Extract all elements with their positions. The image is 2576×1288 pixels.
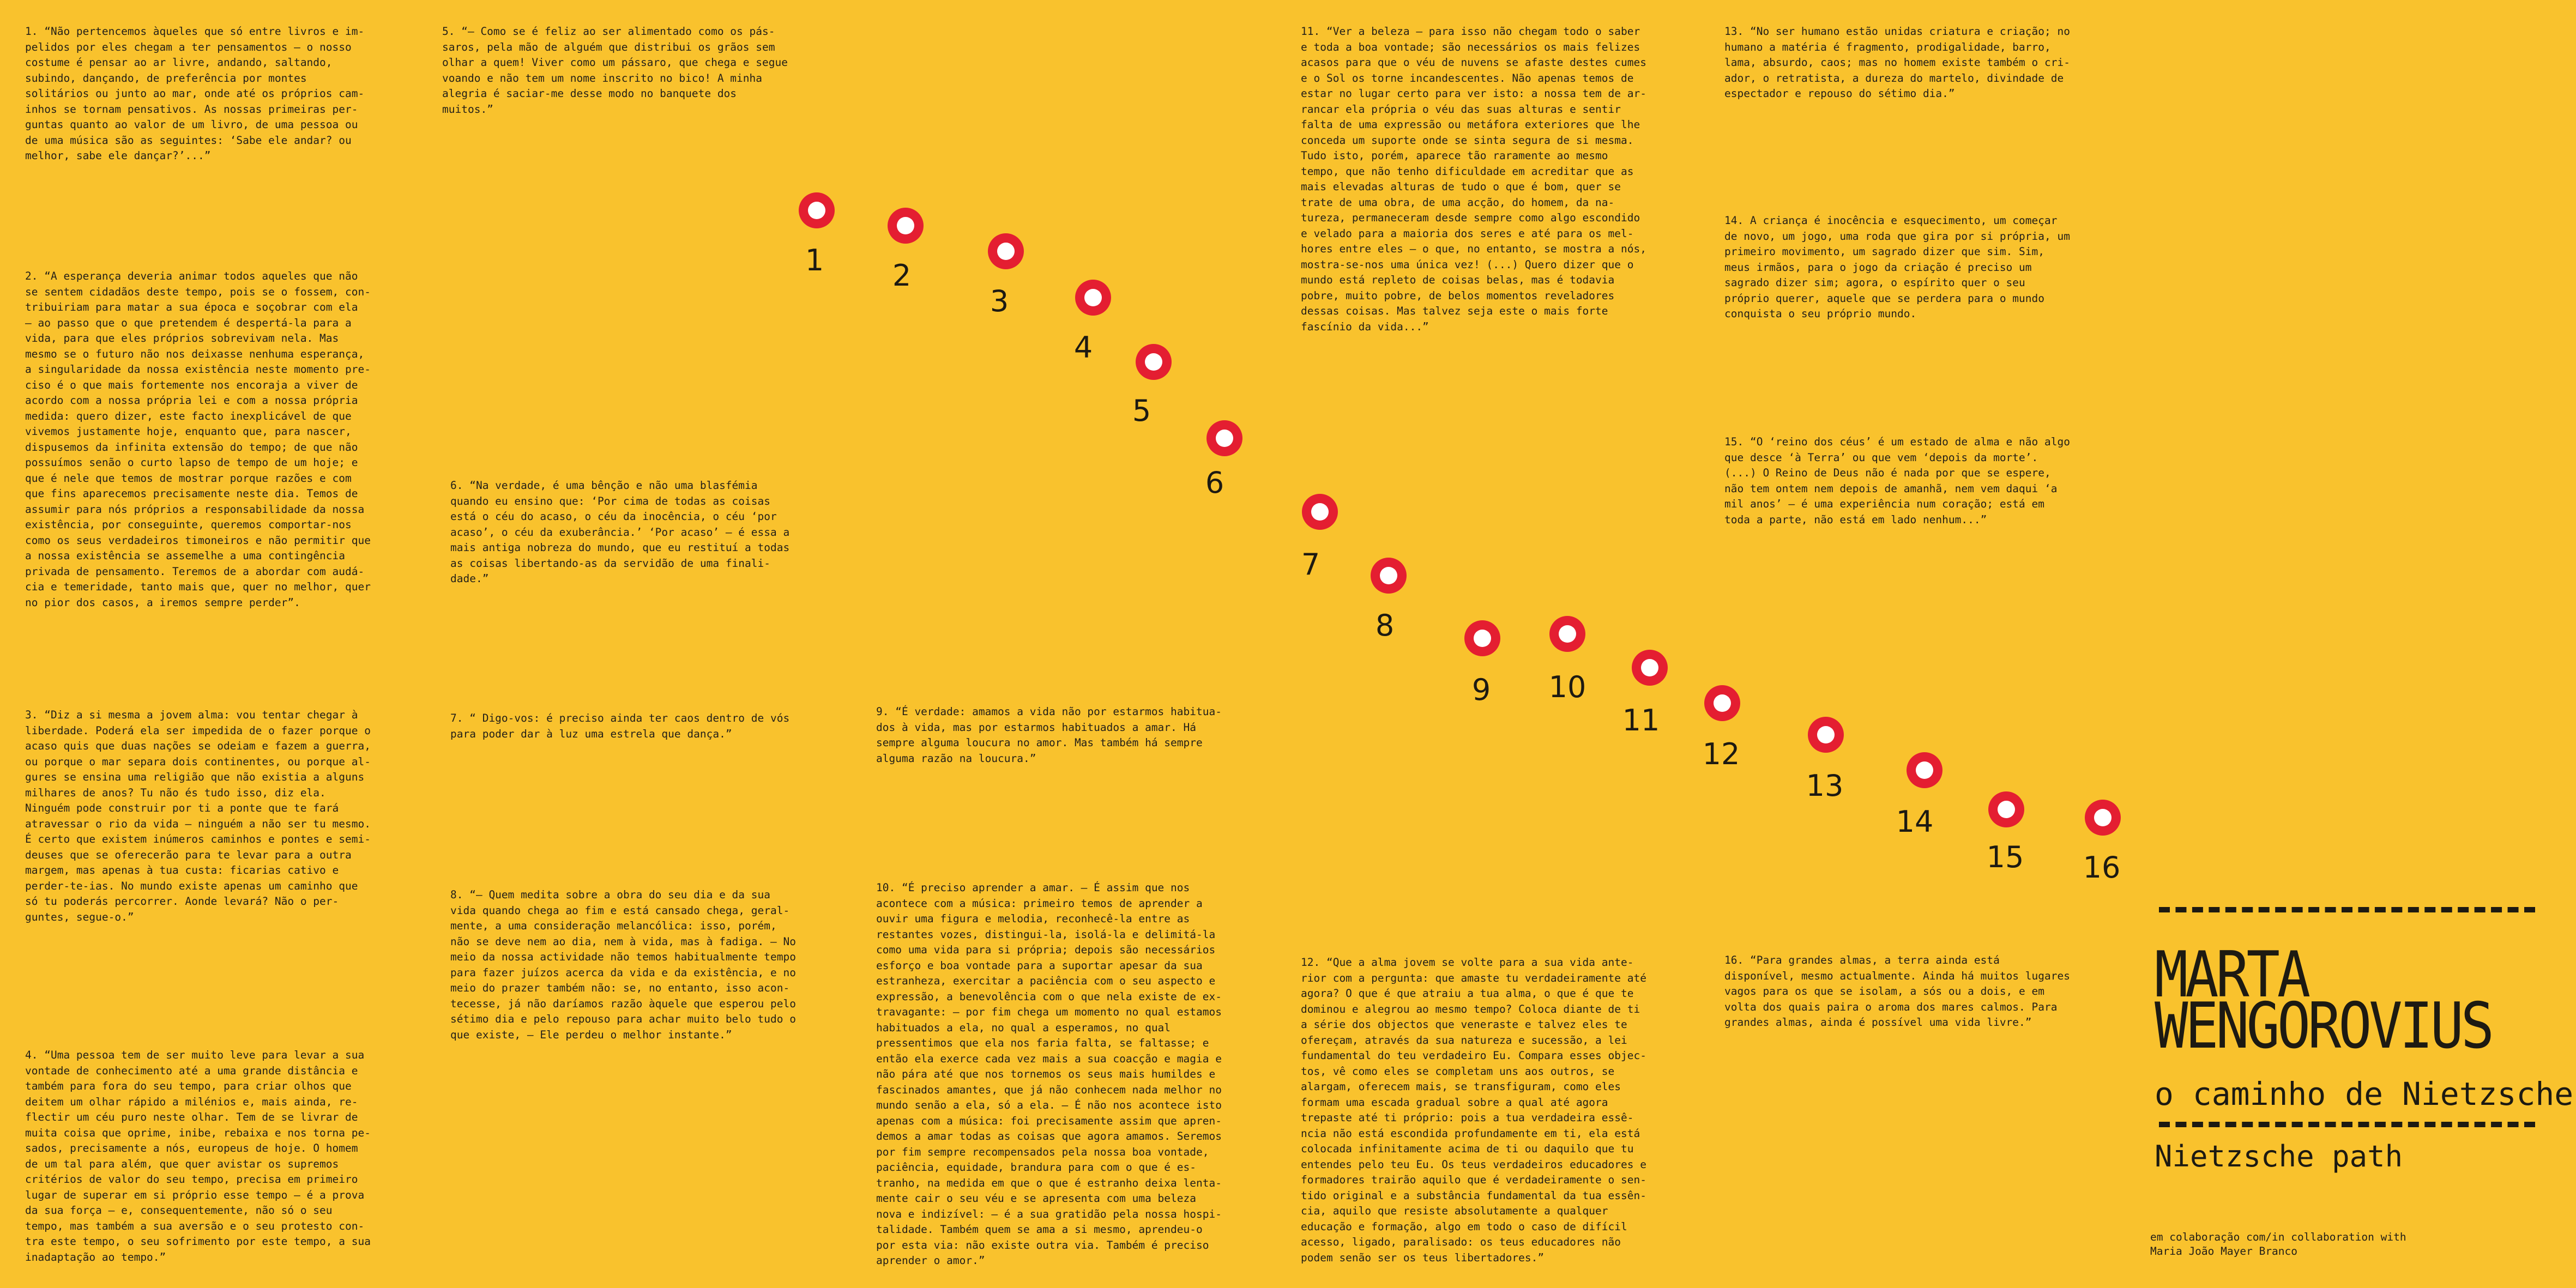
quote-10: 10. “É preciso aprender a amar. — É assim que nos acontece com a música: primeiro temos de aprender a ouvir uma figura e melodia, reconhecê-la entre as restantes vozes, distingui-la, isolá-la e delimitá-la como uma vida para si própria; depois são necessários esforço e boa vontade para a suportar apesar da sua estranheza, exercitar a paciência com o seu aspecto e expressão, a benevolência com o que nela existe de ex- travagante: — por fim chega um momento no qual estamos habituados a ela, no qual a esperamos, no qual pressentimos que ela nos faria falta, se faltasse; e então ela exerce cada vez mais a sua coacção e magia e não pára até que nos tornemos os seus mais humildes e fascinados amantes, que já não conhecem nada melhor no mundo senão a ela, só a ela. — É não nos acontece isto apenas com a música: foi precisamente assim que apren- demos a amar todas as coisas que agora amamos. Seremos por fim sempre recompensados pela nossa boa vontade, paciência, equidade, brandura para com o que é es- tranho, na medida em que o que é estranho deixa lenta- mente cair o seu véu e se apresenta com uma beleza nova e indizível: — é a sua gratidão pela nossa hospi- talidade. Também quem se ama a si mesmo, aprendeu-o por esta via: não existe outra via. Também é preciso aprender o amor.” (876, 881, 1222, 1267)
quote-1: 1. “Não pertencemos àqueles que só entre livros e im- pelidos por eles chegam a ter pensamentos — o nosso costume é pensar ao ar livre, andando, saltando, subindo, dançando, de preferência por montes solitários ou junto ao mar, onde até os próprios cam- inhos se tornam pensativos. As nossas primeiras per- guntas quanto ao valor de um livro, de uma pessoa ou de uma música são as seguintes: ‘Sabe ele andar? ou melhor, sabe ele dançar?’...” (25, 25, 365, 162)
path-stop-12-marker (1704, 685, 1740, 721)
path-stop-4-number: 4 (1073, 330, 1093, 365)
path-stop-3-number: 3 (990, 284, 1009, 318)
path-stop-2-marker (888, 208, 924, 244)
path-stop-9-number: 9 (1471, 673, 1491, 707)
quote-4: 4. “Uma pessoa tem de ser muito leve para levar a sua vontade de conhecimento até a uma grande distância e também para fora do seu tempo, para criar olhos que deitem um olhar rápido a milénios e, mais ainda, re- flectir um céu puro neste olhar. Tem de se livrar de muita coisa que oprime, inibe, rebaixa e nos torna pe- sados, precisamente a nós, europeus de hoje. O homem de um tal para além, que quer avistar os supremos critérios de valor do seu tempo, precisa em primeiro lugar de superar em si próprio esse tempo — é a prova da sua força — e, consequentemente, não só o seu tempo, mas também a sua aversão e o seu protesto con- tra este tempo, o seu sofrimento por este tempo, a sua inadaptação ao tempo.” (25, 1049, 371, 1263)
path-stop-5-marker (1136, 344, 1172, 380)
quote-5: 5. “— Como se é feliz ao ser alimentado como os pás- saros, pela mão de alguém que distribui os grãos sem olhar a quem! Viver como um pássaro, que chega e segue voando e não tem um nome inscrito no bico! A minha alegria é saciar-me desse modo no banquete dos muitos.” (442, 25, 788, 116)
quote-3: 3. “Diz a si mesma a jovem alma: vou tentar chegar à liberdade. Poderá ela ser impedida de o fazer porque o acaso quis que duas nações se odeiam e fazem a guerra, ou porque o mar separa dois continentes, ou porque al- gures se ensina uma religião que não existia a alguns milhares de anos? Tu não és tudo isso, diz ela. Ninguém pode construir por ti a ponte que te fará atravessar o rio da vida — ninguém a não ser tu mesmo. É certo que existem inúmeros caminhos e pontes e semi- deuses que se oferecerão para te levar para a outra margem, mas apenas à tua custa: ficarias cativo e perder-te-ias. No mundo existe apenas um caminho que só tu poderás percorrer. Aonde levará? Não o per- guntes, segue-o.” (25, 709, 371, 923)
title-portuguese: o caminho de Nietzsche (2155, 1075, 2574, 1112)
path-stop-1-marker (799, 192, 835, 228)
path-stop-14-marker (1907, 752, 1942, 788)
quote-6: 6. “Na verdade, é uma bênção e não uma blasfémia quando eu ensino que: ‘Por cima de todas as coisas está o céu do acaso, o céu da inocência, o céu ‘por acaso’, o céu da exuberância.’ ‘Por acaso’ — é essa a mais antiga nobreza do mundo, que eu restituí a todas as coisas libertando-as da servidão de uma finali- dade.” (450, 479, 790, 585)
title-english: Nietzsche path (2155, 1139, 2403, 1174)
quote-13: 13. “No ser humano estão unidas criatura e criação; no humano a matéria é fragmento, prodigalidade, barro, lama, absurdo, caos; mas no homem existe também o cri- ador, o retratista, a dureza do martelo, divindade de espectador e repouso do sétimo dia.” (1724, 25, 2070, 100)
path-stop-10-number: 10 (1548, 670, 1586, 704)
path-stop-1-number: 1 (805, 243, 824, 277)
middle-dashed-rule (2159, 1122, 2535, 1127)
quote-14: 14. A criança é inocência e esquecimento, um começar de novo, um jogo, uma roda que gira por si própria, um primeiro movimento, um sagrado dizer que sim. Sim, meus irmãos, para o jogo da criação é preciso um sagrado dizer sim; agora, o espírito quer o seu próprio querer, aquele que se perdera para o mundo conquista o seu próprio mundo. (1724, 214, 2070, 320)
quote-7: 7. “ Digo-vos: é preciso ainda ter caos dentro de vós para poder dar à luz uma estrela que dança.” (450, 712, 790, 740)
path-stop-6-number: 6 (1205, 465, 1224, 500)
path-stop-15-number: 15 (1986, 840, 2024, 874)
author-name: MARTA WENGOROVIUS (2155, 938, 2491, 1063)
quote-11: 11. “Ver a beleza — para isso não chegam todo o saber e toda a boa vontade; são necessários os mais felizes acasos para que o véu de nuvens se afaste destes cumes e o Sol os torne incandescentes. Não apenas temos de estar no lugar certo para ver isto: a nossa tem de ar- rancar ela própria o véu das suas alturas e sentir falta de uma expressão ou metáfora exteriores que lhe conceda um suporte onde se sinta segura de si mesma. Tudo isto, porém, aparece tão raramente ao mesmo tempo, que não tenho dificuldade em acreditar que as mais elevadas alturas de tudo o que é bom, quer se trate de uma obra, de uma acção, do homem, da na- tureza, permaneceram desde sempre como algo escondido e velado para a maioria dos seres e até para os mel- hores entre eles — o que, no entanto, se mostra a nós, mostra-se-nos uma única vez! (...) Quero dizer que o mundo está repleto de coisas belas, mas é todavia pobre, muito pobre, de belos momentos reveladores dessas coisas. Mas talvez seja este o mais forte fascínio da vida...” (1301, 25, 1646, 333)
path-stop-11-marker (1632, 650, 1668, 686)
path-stop-7-number: 7 (1301, 547, 1320, 582)
path-stop-16-number: 16 (2083, 850, 2121, 885)
path-stop-3-marker (988, 233, 1024, 269)
path-stop-15-marker (1988, 791, 2024, 827)
path-stop-8-marker (1371, 558, 1407, 594)
path-stop-2-number: 2 (892, 258, 912, 293)
collaboration-credit: em colaboração com/in collaboration with Maria João Mayer Branco (2150, 1231, 2406, 1257)
quote-9: 9. “É verdade: amamos a vida não por estarmos habitua- dos à vida, mas por estarmos habituados a amar. Há sempre alguma loucura no amor. Mas também há sempre alguma razão na loucura.” (876, 705, 1222, 765)
path-stop-4-marker (1075, 280, 1111, 316)
quote-8: 8. “— Quem medita sobre a obra do seu dia e da sua vida quando chega ao fim e está cansado chega, geral- mente, a uma consideração melancólica: isso, porém, não se deve nem ao dia, nem à vida, mas à fadiga. — No meio da nossa actividade não temos habitualmente tempo para fazer juízos acerca da vida e da existência, e no meio do prazer também não: se, no entanto, isso acon- tecesse, já não daríamos razão àquele que esperou pelo sétimo dia e pelo repouso para achar muito belo tudo o que existe, — Ele perdeu o melhor instante.” (450, 888, 796, 1041)
path-stop-16-marker (2085, 800, 2121, 836)
quote-2: 2. “A esperança deveria animar todos aqueles que não se sentem cidadãos deste tempo, pois se o fossem, con- tribuiriam para matar a sua época e soçobrar com ela — ao passo que o que pretendem é despertá-la para a vida, para que eles próprios sobrevivam nela. Mas mesmo se o futuro não nos deixasse nenhuma esperança, a singularidade da nossa existência neste momento pre- ciso é o que mais fortemente nos encoraja a viver de acordo com a nossa própria lei e com a nossa própria medida: quero dizer, este facto inexplicável de que vivemos justamente hoje, enquanto que, para nascer, dispusemos da infinita extensão do tempo; de que não possuímos senão o curto lapso de tempo de um hoje; e que é nele que temos de mostrar porque razões e com que fins aparecemos precisamente neste dia. Temos de assumir para nós próprios a responsabilidade da nossa existência, por conseguinte, queremos comportar-nos como os seus verdadeiros timoneiros e não permitir que a nossa existência se assemelhe a uma contingência privada de pensamento. Teremos de a abordar com audá- cia e temeridade, tanto mais que, quer no melhor, quer no pior dos casos, a iremos sempre perder”. (25, 270, 371, 609)
quote-15: 15. “O ‘reino dos céus’ é um estado de alma e não algo que desce ‘à Terra’ ou que vem ‘depois da morte’. (...) O Reino de Deus não é nada por que se espere, não tem ontem nem depois de amanhã, nem vem daqui ‘a mil anos’ — é uma experiência num coração; está em toda a parte, não está em lado nenhum...” (1724, 436, 2070, 526)
path-stop-10-marker (1549, 616, 1585, 652)
path-stop-14-number: 14 (1896, 805, 1934, 839)
path-stop-5-number: 5 (1132, 394, 1151, 428)
path-stop-6-marker (1206, 420, 1242, 456)
path-stop-12-number: 12 (1702, 737, 1740, 771)
path-stop-8-number: 8 (1375, 608, 1395, 643)
top-dashed-rule (2159, 907, 2535, 912)
path-stop-13-number: 13 (1806, 769, 1844, 803)
path-stop-13-marker (1808, 717, 1844, 753)
path-stop-7-marker (1302, 494, 1338, 530)
path-stop-11-number: 11 (1622, 703, 1660, 737)
quote-16: 16. “Para grandes almas, a terra ainda está disponível, mesmo actualmente. Ainda há muitos lugares vagos para os que se isolam, a sós ou a dois, e em volta dos quais paira o aroma dos mares calmos. Para grandes almas, ainda é possível uma vida livre.” (1724, 954, 2070, 1029)
quote-12: 12. “Que a alma jovem se volte para a sua vida ante- rior com a pergunta: que amaste tu verdadeiramente até agora? O que é que atraiu a tua alma, o que é que te dominou e alegrou ao mesmo tempo? Coloca diante de ti a série dos objectos que veneraste e talvez eles te ofereçam, através da sua natureza e sucessão, a lei fundamental do teu verdadeiro Eu. Compara esses objec- tos, vê como eles se completam uns aos outros, se alargam, oferecem mais, se transfiguram, como eles formam uma escada gradual sobre a qual até agora trepaste até ti próprio: pois a tua verdadeira essê- ncia não está escondida profundamente em ti, ela está colocada infinitamente acima de ti ou daquilo que tu entendes pelo teu Eu. Os teus verdadeiros educadores e formadores trairão aquilo que é verdadeiramente o sen- tido original e a substância fundamental da tua essên- cia, aquilo que resiste absolutamente a qualquer educação e formação, algo em todo o caso de difícil acesso, ligado, paralisado: os teus educadores não podem senão ser os teus libertadores.” (1301, 956, 1646, 1264)
path-stop-9-marker (1464, 620, 1500, 656)
